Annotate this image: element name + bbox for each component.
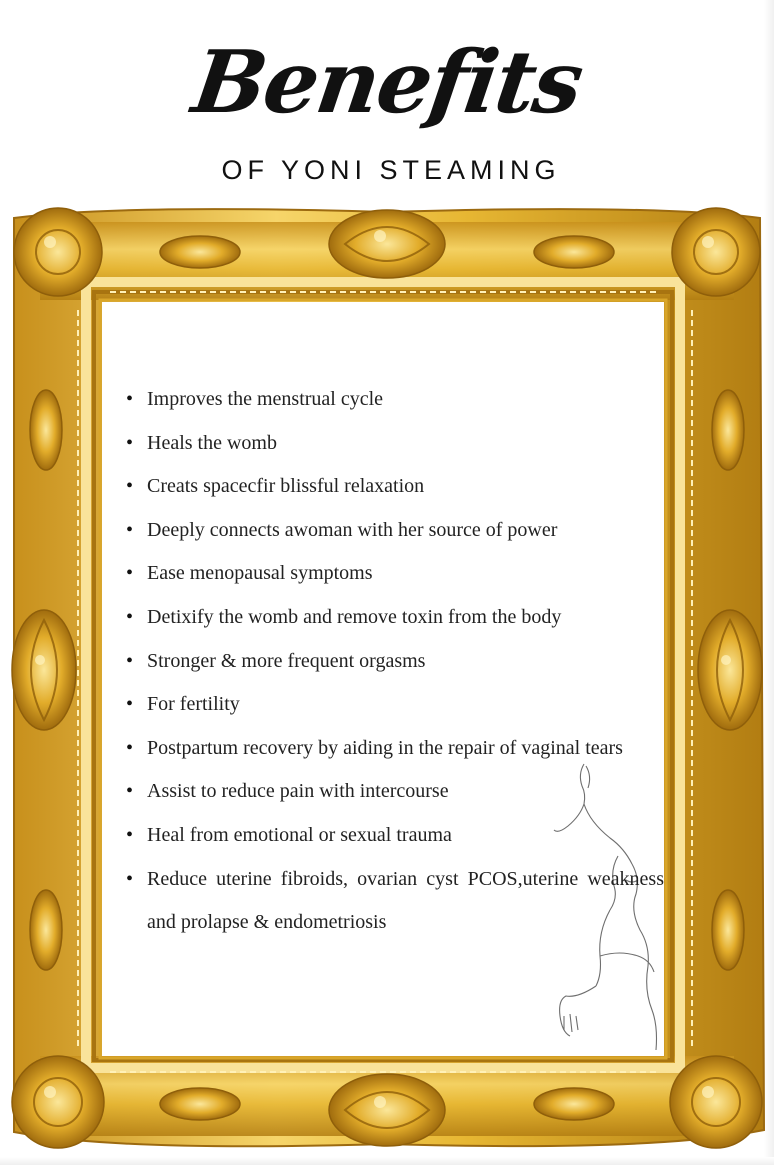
list-item: • Reduce uterine fibroids, ovarian cyst PCOS,uterine weakness and prolapse & endometriosis [124, 858, 664, 945]
page-subtitle: OF YONI STEAMING [221, 155, 561, 185]
list-item: • Detixify the womb and remove toxin from the body [124, 596, 664, 640]
list-item: • Ease menopausal symptoms [124, 552, 664, 596]
benefits-list [124, 378, 664, 945]
list-item: • Stronger & more frequent orgasms [124, 640, 664, 684]
list-item: • Improves the menstrual cycle [124, 378, 664, 422]
page-title: Benefits [186, 32, 588, 133]
list-item: • Assist to reduce pain with intercourse [124, 770, 664, 814]
list-item: • Heal from emotional or sexual trauma [124, 814, 664, 858]
list-item: • Creats spacecfir blissful relaxation [124, 465, 664, 509]
list-item: • For fertility [124, 683, 664, 727]
list-item: • Deeply connects awoman with her source of power [124, 509, 664, 553]
list-item: • Postpartum recovery by aiding in the repair of vaginal tears [124, 727, 664, 771]
list-item: • Heals the womb [124, 422, 664, 466]
page-edge-shadow-bottom [0, 1157, 774, 1165]
